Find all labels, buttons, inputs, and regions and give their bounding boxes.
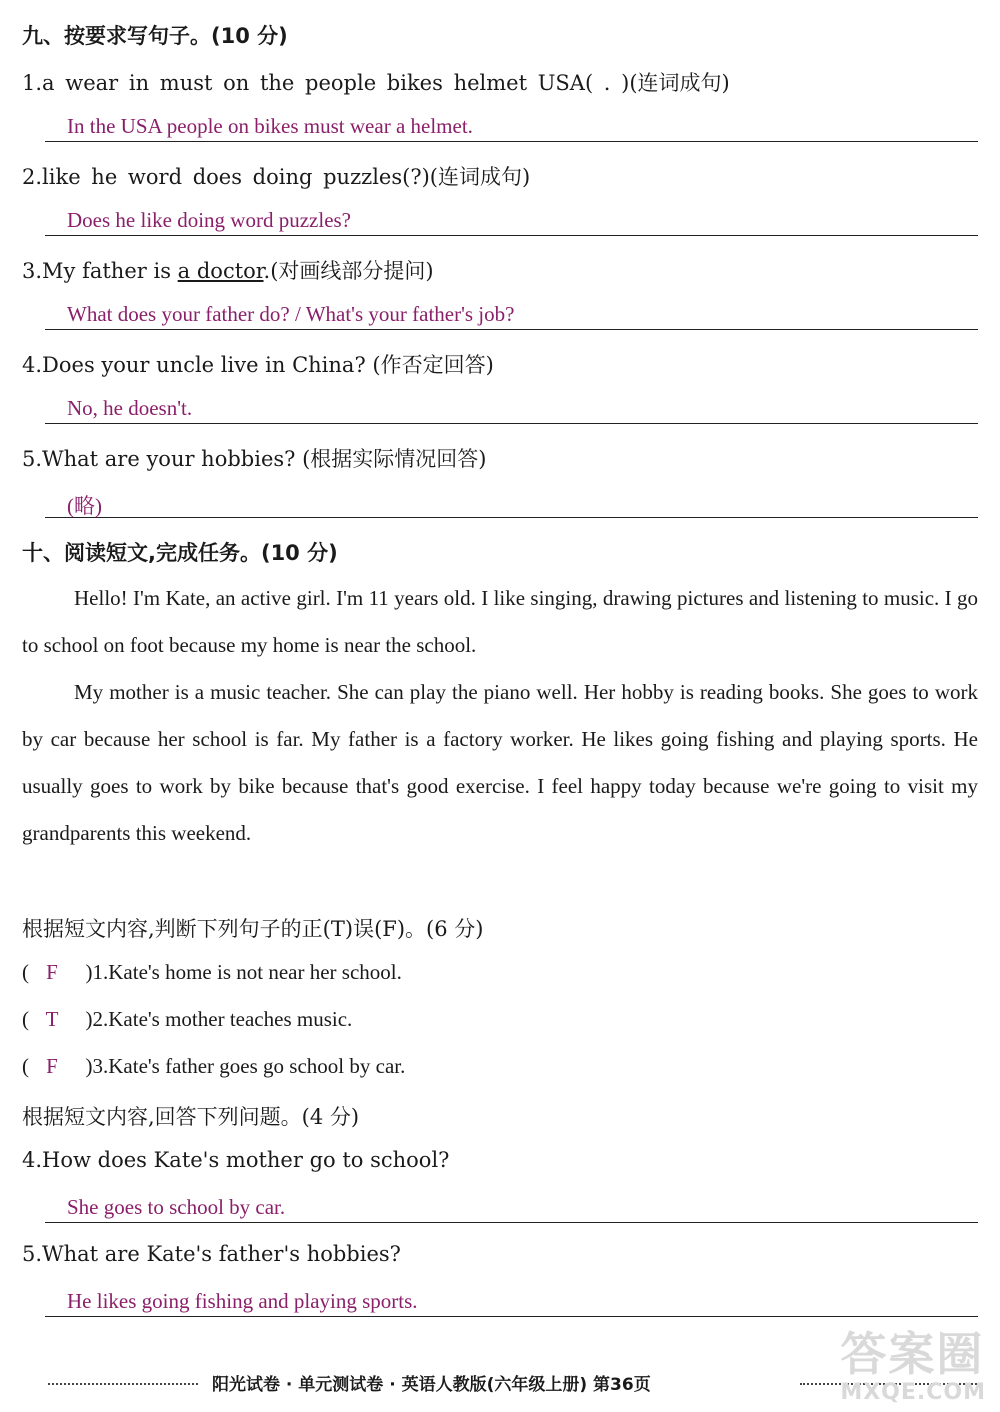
q9-3-question-pre: 3.My father is bbox=[22, 259, 178, 283]
tf-item-3: ( F )3.Kate's father goes go school by car. bbox=[22, 1054, 406, 1078]
tf-instruction: 根据短文内容,判断下列句子的正(T)误(F)。(6 分) bbox=[22, 917, 484, 941]
tf-answer-mark: F bbox=[46, 960, 58, 984]
q9-2-question: 2.like he word does doing puzzles(?)(连词成句) bbox=[22, 165, 531, 189]
tf-answer-mark: F bbox=[46, 1054, 58, 1078]
answer-line bbox=[45, 1316, 978, 1317]
answer-line bbox=[45, 141, 978, 142]
tf-item-text: )1.Kate's home is not near her school. bbox=[85, 960, 402, 984]
q9-4-answer: No, he doesn't. bbox=[67, 396, 193, 420]
qa-5-question: 5.What are Kate's father's hobbies? bbox=[22, 1242, 401, 1266]
footer-dotted-line-left bbox=[48, 1383, 198, 1385]
answer-line bbox=[45, 517, 978, 518]
footer-text: 阳光试卷 · 单元测试卷 · 英语人教版(六年级上册) 第36页 bbox=[212, 1375, 651, 1395]
answer-line bbox=[45, 235, 978, 236]
qa-4-question: 4.How does Kate's mother go to school? bbox=[22, 1148, 450, 1172]
tf-item-text: )3.Kate's father goes go school by car. bbox=[85, 1054, 406, 1078]
qa-5-answer: He likes going fishing and playing sports. bbox=[67, 1289, 418, 1313]
section-10-heading: 十、阅读短文,完成任务。(10 分) bbox=[22, 541, 338, 565]
q9-5-answer: (略) bbox=[67, 494, 102, 518]
qa-4-answer: She goes to school by car. bbox=[67, 1195, 286, 1219]
q9-3-question-post: .(对画线部分提问) bbox=[263, 259, 434, 283]
qa-instruction: 根据短文内容,回答下列问题。(4 分) bbox=[22, 1105, 360, 1129]
q9-4-question: 4.Does your uncle live in China? (作否定回答) bbox=[22, 353, 494, 377]
tf-item-1: ( F )1.Kate's home is not near her school. bbox=[22, 960, 402, 984]
section-9-heading: 九、按要求写句子。(10 分) bbox=[22, 24, 288, 48]
reading-paragraph-2: My mother is a music teacher. She can play the piano well. Her hobby is reading books. She goes to work by car because her school is far. My father is a factory worker. He likes going fishing and playing sports. He usually goes to work by bike because that's good exercise. I feel happy today because we're going to visit my grandparents this weekend. bbox=[22, 680, 978, 845]
q9-3-underlined-part: a doctor bbox=[177, 259, 264, 283]
watermark-bottom-text: MXQE.COM bbox=[840, 1380, 986, 1405]
watermark-logo bbox=[840, 1318, 986, 1405]
q9-1-answer: In the USA people on bikes must wear a helmet. bbox=[67, 114, 473, 138]
tf-answer-mark: T bbox=[45, 1007, 59, 1031]
answer-line bbox=[45, 423, 978, 424]
tf-item-text: )2.Kate's mother teaches music. bbox=[85, 1007, 353, 1031]
q9-5-question: 5.What are your hobbies? (根据实际情况回答) bbox=[22, 447, 487, 471]
answer-line bbox=[45, 1222, 978, 1223]
answer-line bbox=[45, 329, 978, 330]
reading-paragraph-1: Hello! I'm Kate, an active girl. I'm 11 years old. I like singing, drawing pictures and listening to music. I go to school on foot because my home is near the school. bbox=[22, 586, 978, 657]
q9-3-question bbox=[22, 255, 434, 285]
tf-item-2: ( T )2.Kate's mother teaches music. bbox=[22, 1007, 353, 1031]
q9-3-answer: What does your father do? / What's your father's job? bbox=[67, 302, 515, 326]
q9-2-answer: Does he like doing word puzzles? bbox=[67, 208, 352, 232]
q9-1-question: 1.a wear in must on the people bikes helmet USA( . )(连词成句) bbox=[22, 71, 730, 95]
watermark-top-text: 答案圈 bbox=[840, 1327, 985, 1381]
